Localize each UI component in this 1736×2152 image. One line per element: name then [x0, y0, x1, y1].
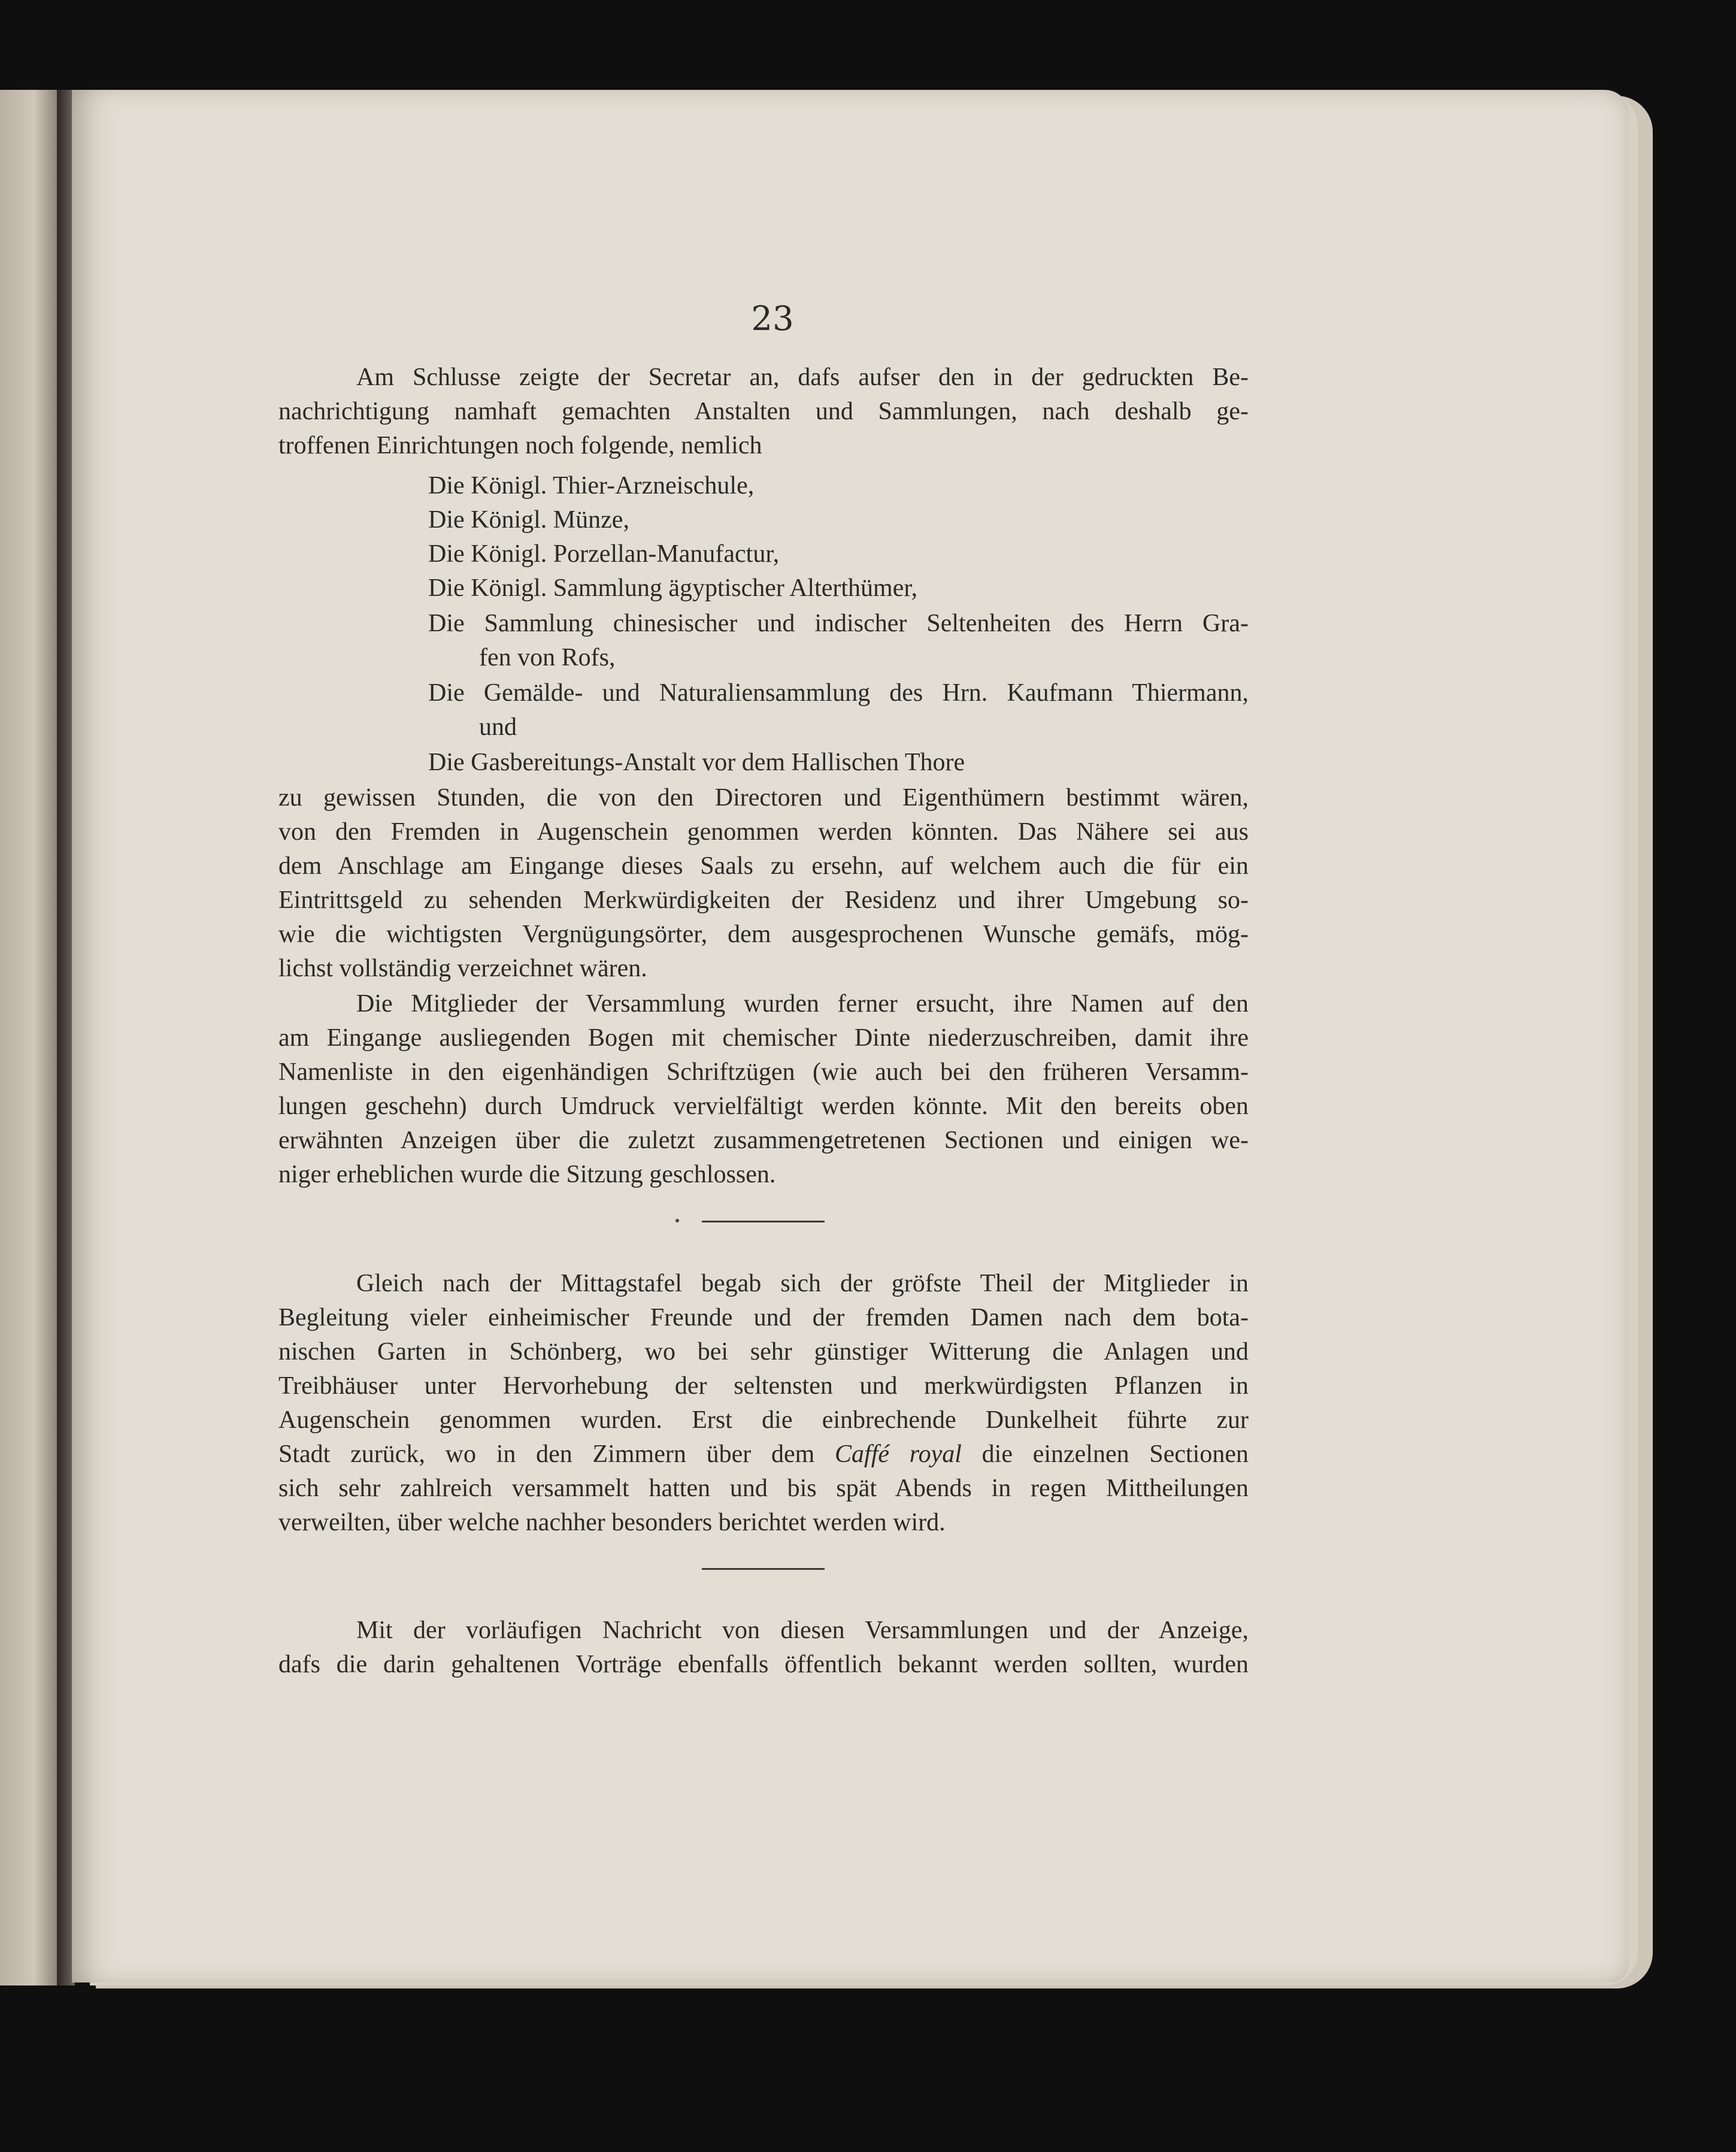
paragraph-5-line: Mit der vorläufigen Nachricht von diesen Versammlungen und der Anzeige,: [356, 1617, 1249, 1644]
paragraph-1-line: troffenen Einrichtungen noch folgende, nemlich: [278, 432, 762, 459]
paragraph-2-line: wie die wichtigsten Vergnügungsörter, dem ausgesprochenen Wunsche gemäfs, mög-: [278, 921, 1249, 948]
paragraph-4-line: Begleitung vieler einheimischer Freunde und der fremden Damen nach dem bota-: [278, 1304, 1249, 1331]
paragraph-5-line: dafs die darin gehaltenen Vorträge ebenfalls öffentlich bekannt werden sollten, wurden: [278, 1651, 1249, 1678]
page-number: 23: [751, 299, 794, 338]
paragraph-3-line: am Eingange ausliegenden Bogen mit chemischer Dinte niederzuschreiben, damit ihre: [278, 1024, 1249, 1052]
text-run: Stadt zurück, wo in den Zimmern über dem: [278, 1440, 835, 1468]
paragraph-3-line: Namenliste in den eigenhändigen Schriftzügen (wie auch bei den früheren Versamm-: [278, 1058, 1249, 1086]
paragraph-3-line: niger erheblichen wurde die Sitzung geschlossen.: [278, 1161, 776, 1188]
section-separator-rule: [702, 1568, 825, 1570]
paragraph-4-line: verweilten, über welche nachher besonders berichtet werden wird.: [278, 1509, 946, 1536]
paragraph-4-line: Gleich nach der Mittagstafel begab sich der gröfste Theil der Mitglieder in: [356, 1270, 1249, 1297]
paragraph-3-line: lungen geschehn) durch Umdruck vervielfältigt werden könnte. Mit den bereits oben: [278, 1092, 1249, 1120]
paragraph-4-line-with-italic: [278, 1439, 1249, 1469]
institution-item: Die Gemälde- und Naturaliensammlung des Hrn. Kaufmann Thiermann,: [428, 679, 1249, 707]
institution-item-continuation: fen von Rofs,: [479, 644, 616, 671]
paragraph-2-line: von den Fremden in Augenschein genommen werden könnten. Das Nähere sei aus: [278, 818, 1249, 846]
institution-conjunction: und: [479, 713, 517, 741]
paragraph-4-line: Augenschein genommen wurden. Erst die einbrechende Dunkelheit führte zur: [278, 1406, 1249, 1434]
paragraph-3-line: erwähnten Anzeigen über die zuletzt zusammengetretenen Sectionen und einigen we-: [278, 1127, 1249, 1154]
left-facing-page-edge: [0, 90, 57, 1985]
paragraph-3-line: Die Mitglieder der Versammlung wurden ferner ersucht, ihre Namen auf den: [356, 990, 1249, 1018]
paragraph-4-line: sich sehr zahlreich versammelt hatten und bis spät Abends in regen Mittheilungen: [278, 1475, 1249, 1502]
paragraph-2-line: zu gewissen Stunden, die von den Directoren und Eigenthümern bestimmt wären,: [278, 784, 1249, 812]
italic-cafe-name: Caffé royal: [835, 1440, 962, 1468]
paragraph-4-line: nischen Garten in Schönberg, wo bei sehr günstiger Witterung die Anlagen und: [278, 1338, 1249, 1366]
paragraph-2-line: Eintrittsgeld zu sehenden Merkwürdigkeiten der Residenz und ihrer Umgebung so-: [278, 886, 1249, 914]
separator-dot: [675, 1219, 679, 1222]
paragraph-1-line: nachrichtigung namhaft gemachten Anstalten und Sammlungen, nach deshalb ge-: [278, 398, 1249, 425]
institution-item: Die Gasbereitungs-Anstalt vor dem Hallischen Thore: [428, 749, 965, 776]
institution-item: Die Königl. Münze,: [428, 506, 629, 534]
paragraph-2-line: lichst vollständig verzeichnet wären.: [278, 955, 647, 982]
paragraph-4-line: Treibhäuser unter Hervorhebung der seltensten und merkwürdigsten Pflanzen in: [278, 1372, 1249, 1400]
paragraph-1-line: Am Schlusse zeigte der Secretar an, dafs aufser den in der gedruckten Be-: [356, 364, 1249, 391]
section-separator-rule: [702, 1221, 825, 1222]
text-run: die einzelnen Sectionen: [961, 1440, 1249, 1468]
institution-item: Die Königl. Porzellan-Manufactur,: [428, 540, 780, 568]
paragraph-2-line: dem Anschlage am Eingange dieses Saals zu ersehn, auf welchem auch die für ein: [278, 852, 1249, 880]
institution-item: Die Königl. Thier-Arzneischule,: [428, 472, 755, 500]
institution-item: Die Königl. Sammlung ägyptischer Alterthümer,: [428, 574, 918, 602]
institution-item: Die Sammlung chinesischer und indischer Seltenheiten des Herrn Gra-: [428, 610, 1249, 637]
